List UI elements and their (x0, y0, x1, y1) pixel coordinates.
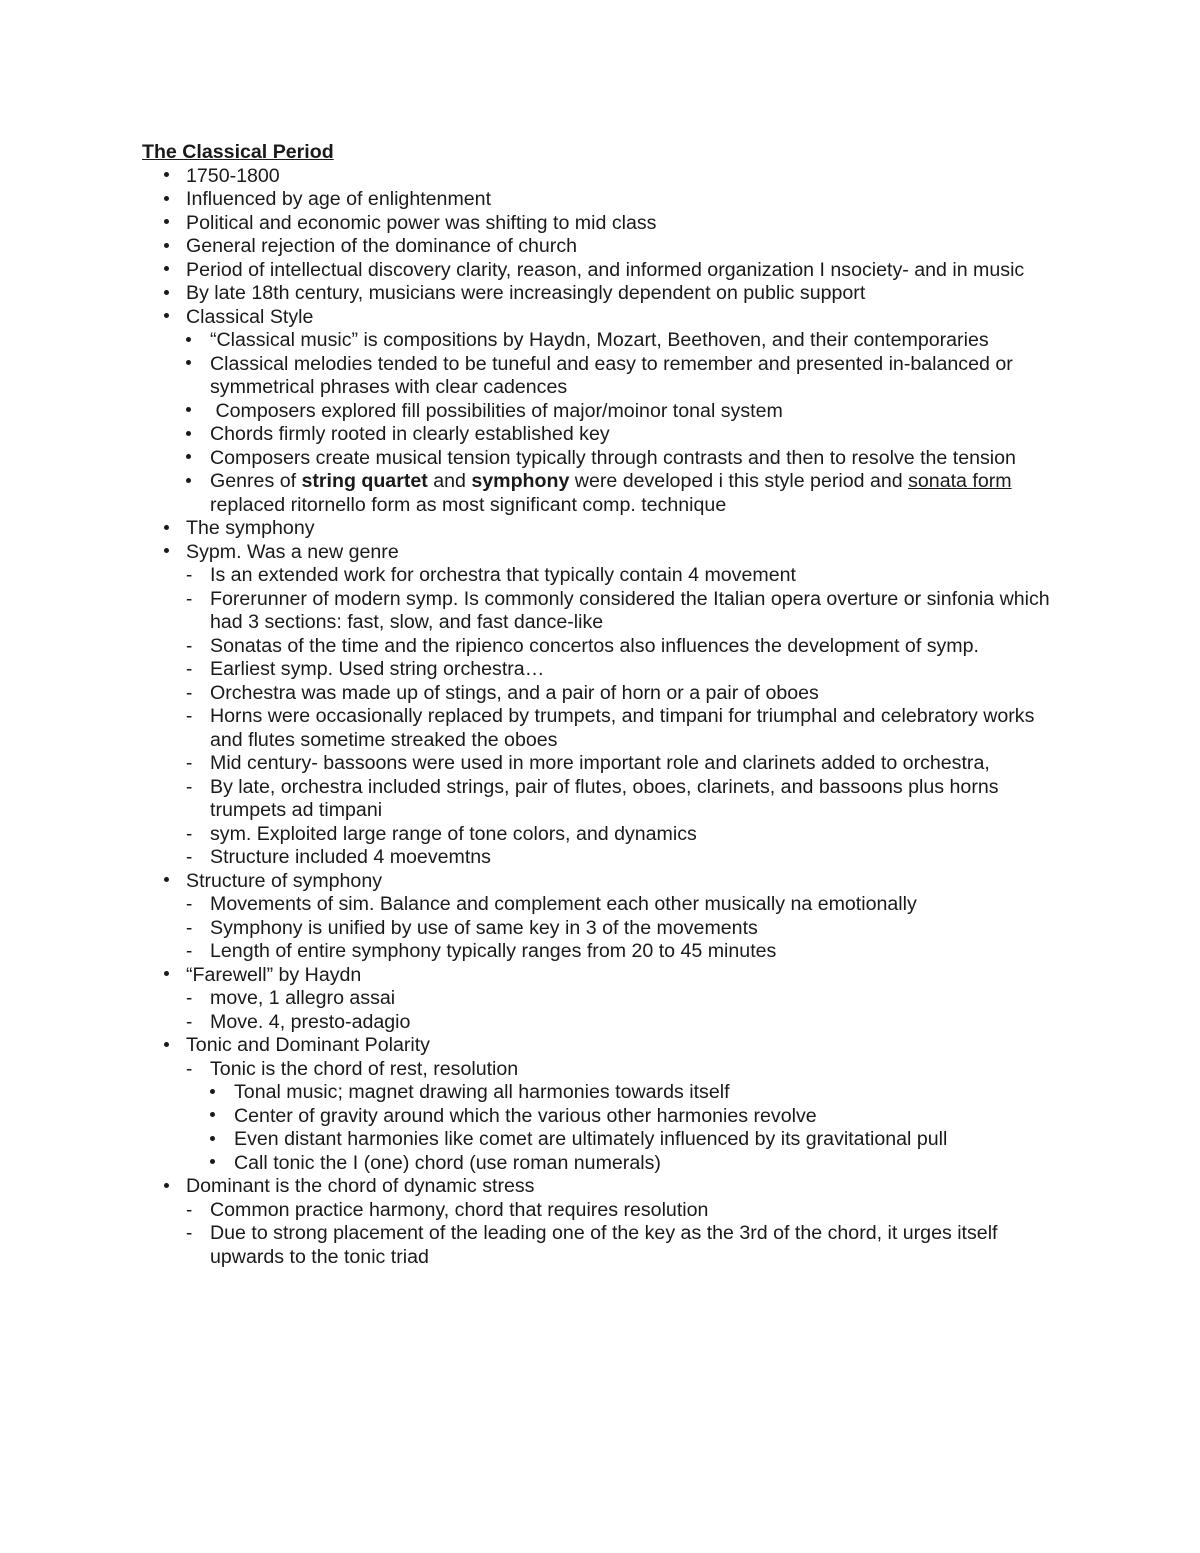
list-item: Classical melodies tended to be tuneful and easy to remember and presented in-balanced or symmetrical phrases with clear cadences (186, 353, 1072, 400)
list-item-dominant: Dominant is the chord of dynamic stress - Common practice harmony, chord that requires resolution - Due to strong placement of the leading one of the key as the 3rd of the chord, it urges itself upwards to the tonic triad (142, 1175, 1072, 1269)
dash-icon: - (186, 823, 193, 845)
dash-icon: - (186, 988, 193, 1009)
list-item: Tonal music; magnet drawing all harmonies towards itself (210, 1081, 1072, 1105)
underlined-term-sonata-form: sonata form (908, 470, 1012, 492)
list-item: - Tonic is the chord of rest, resolution Tonal music; magnet drawing all harmonies towards itself Center of gravity around which the various other harmonies revolve Even distant harmonies like comet are ultimately influenced by its gravitational pull Call tonic the I (one) chord (use roman numerals) (186, 1058, 1072, 1176)
bullet-icon (186, 470, 206, 494)
dash-icon: - (186, 588, 193, 610)
dash-icon: - (186, 1058, 193, 1080)
bullet-icon (186, 353, 206, 377)
list-item: 1750-1800 (142, 165, 1072, 189)
bullet-icon (164, 870, 184, 894)
list-item: Chords firmly rooted in clearly established key (186, 423, 1072, 447)
dash-icon: - (186, 706, 193, 727)
dash-icon: - (186, 917, 193, 939)
list-item: By late 18th century, musicians were increasingly dependent on public support (142, 282, 1072, 306)
list-item: Influenced by age of enlightenment (142, 188, 1072, 212)
dash-icon: - (186, 941, 193, 962)
dash-icon: - (186, 753, 193, 774)
dash-icon: - (186, 1011, 193, 1033)
list-item: - Movements of sim. Balance and complement each other musically na emotionally (186, 893, 917, 915)
symphony-sublist (186, 564, 1072, 870)
list-item: - Structure included 4 moevemtns (186, 846, 491, 868)
bullet-icon (164, 517, 184, 541)
farewell-sublist (186, 987, 1072, 1034)
main-list (142, 165, 1072, 1270)
page-title: The Classical Period (142, 141, 334, 163)
list-item: Composers create musical tension typically through contrasts and then to resolve the tension (186, 447, 1072, 471)
list-item: Composers explored fill possibilities of major/moinor tonal system (186, 400, 1072, 424)
list-item: General rejection of the dominance of church (142, 235, 1072, 259)
list-item: - Symphony is unified by use of same key in 3 of the movements (186, 916, 758, 939)
bullet-icon (164, 235, 184, 259)
dash-icon: - (186, 635, 193, 657)
tonic-detail-sublist (210, 1081, 1072, 1175)
tonic-sublist (186, 1058, 1072, 1176)
dash-icon: - (186, 1223, 193, 1244)
list-item: - sym. Exploited large range of tone colors, and dynamics (186, 822, 697, 845)
list-item: Center of gravity around which the various other harmonies revolve (210, 1105, 1072, 1129)
dash-icon: - (186, 659, 193, 680)
bullet-icon (186, 447, 206, 471)
classical-style-sublist (186, 329, 1072, 517)
bullet-icon (210, 1105, 230, 1129)
bullet-icon (164, 1034, 184, 1058)
dash-icon: - (186, 776, 193, 798)
bullet-icon (164, 964, 184, 988)
structure-sublist (186, 893, 1072, 964)
list-item: Period of intellectual discovery clarity, reason, and informed organization I nsociety- and in music (142, 259, 1072, 283)
list-item: - Common practice harmony, chord that requires resolution (186, 1198, 709, 1221)
list-item-farewell: “Farewell” by Haydn - move, 1 allegro assai - Move. 4, presto-adagio (142, 964, 1072, 1035)
list-item: The symphony (142, 517, 1072, 541)
bullet-icon (164, 541, 184, 565)
list-item: - Forerunner of modern symp. Is commonly considered the Italian opera overture or sinfonia which had 3 sections: fast, slow, and fast dance-like (186, 587, 1050, 633)
list-item: - Length of entire symphony typically ranges from 20 to 45 minutes (186, 940, 777, 962)
dominant-sublist (186, 1199, 1072, 1270)
list-item: - Sonatas of the time and the ripienco concertos also influences the development of symp. (186, 634, 979, 657)
list-item: - Mid century- bassoons were used in more important role and clarinets added to orchestra, (186, 752, 990, 774)
list-item-structure: Structure of symphony - Movements of sim. Balance and complement each other musically na emotionally - Symphony is unified by use of same key in 3 of the movements - Length of entire symphony typically ranges from 20 to 45 minutes (142, 870, 1072, 964)
bullet-icon (186, 329, 206, 353)
bold-term-symphony: symphony (471, 470, 570, 492)
dash-icon: - (186, 894, 193, 915)
list-item: - Horns were occasionally replaced by trumpets, and timpani for triumphal and celebratory works and flutes sometime streaked the oboes (186, 705, 1035, 751)
list-item: “Classical music” is compositions by Haydn, Mozart, Beethoven, and their contemporaries (186, 329, 1072, 353)
bullet-icon (164, 188, 184, 212)
list-item: Genres of string quartet and symphony were developed i this style period and sonata form replaced ritornello form as most significant comp. technique (186, 470, 1072, 517)
bullet-icon (186, 400, 206, 424)
list-item: Even distant harmonies like comet are ultimately influenced by its gravitational pull (210, 1128, 1072, 1152)
list-item: - move, 1 allegro assai (186, 987, 396, 1009)
list-item: - Earliest symp. Used string orchestra… (186, 658, 545, 680)
list-item: Political and economic power was shifting to mid class (142, 212, 1072, 236)
list-item: - Orchestra was made up of stings, and a pair of horn or a pair of oboes (186, 681, 819, 704)
bullet-icon (210, 1128, 230, 1152)
dash-icon: - (186, 847, 193, 868)
list-item-tonic-dominant: Tonic and Dominant Polarity - Tonic is the chord of rest, resolution Tonal music; magnet drawing all harmonies towards itself Center of gravity around which the various other harmonies revolve Even distant harmonies like comet are ultimately influenced by its gravitational pull Call tonic the I (one) chord (use roman numerals) (142, 1034, 1072, 1175)
document-page (142, 141, 1072, 1269)
bullet-icon (210, 1152, 230, 1176)
dash-icon: - (186, 1199, 193, 1221)
list-item-symphony-genre: Sypm. Was a new genre - Is an extended work for orchestra that typically contain 4 movement - Forerunner of modern symp. Is commonly considered the Italian opera overture or sinfonia which had 3 sections: fast, slow, and fast dance-like - Sonatas of the time and the ripienco concertos also influences the development of symp. - Earliest symp. Used string orchestra… - Orchestra was made up of stings, and a pair of horn or a pair of oboes - Horns were occasionally replaced by trumpets, and timpani for triumphal and celebratory works and flutes sometime streaked the oboes - Mid century- bassoons were used in more important role and clarinets added to orchestra, - By late, orchestra included strings, pair of flutes, oboes, clarinets, and bassoons plus horns trumpets ad timpani - sym. Exploited large range of tone colors, and dynamics - Structure included 4 moevemtns (142, 541, 1072, 870)
list-item: - Is an extended work for orchestra that typically contain 4 movement (186, 564, 796, 586)
bullet-icon (210, 1081, 230, 1105)
list-item: - Move. 4, presto-adagio (186, 1010, 411, 1033)
bullet-icon (164, 306, 184, 330)
bold-term-string-quartet: string quartet (301, 470, 428, 492)
bullet-icon (164, 1175, 184, 1199)
bullet-icon (164, 259, 184, 283)
list-item: - Due to strong placement of the leading one of the key as the 3rd of the chord, it urges itself upwards to the tonic triad (186, 1222, 998, 1268)
bullet-icon (186, 423, 206, 447)
list-item: Call tonic the I (one) chord (use roman numerals) (210, 1152, 1072, 1176)
bullet-icon (164, 165, 184, 189)
list-item-classical-style: Classical Style “Classical music” is compositions by Haydn, Mozart, Beethoven, and their contemporaries Classical melodies tended to be tuneful and easy to remember and presented in-balanced or symmetrical phrases with clear cadences Composers explored fill possibilities of major/moinor tonal system Chords firmly rooted in clearly established key Composers create musical tension typically through contrasts and then to resolve the tension Genres of string quartet and symphony were developed i this style period and sonata form replaced ritornello form as most significant comp. technique (142, 306, 1072, 518)
dash-icon: - (186, 682, 193, 704)
dash-icon: - (186, 565, 193, 586)
bullet-icon (164, 212, 184, 236)
bullet-icon (164, 282, 184, 306)
list-item: - By late, orchestra included strings, pair of flutes, oboes, clarinets, and bassoons plus horns trumpets ad timpani (186, 775, 999, 821)
